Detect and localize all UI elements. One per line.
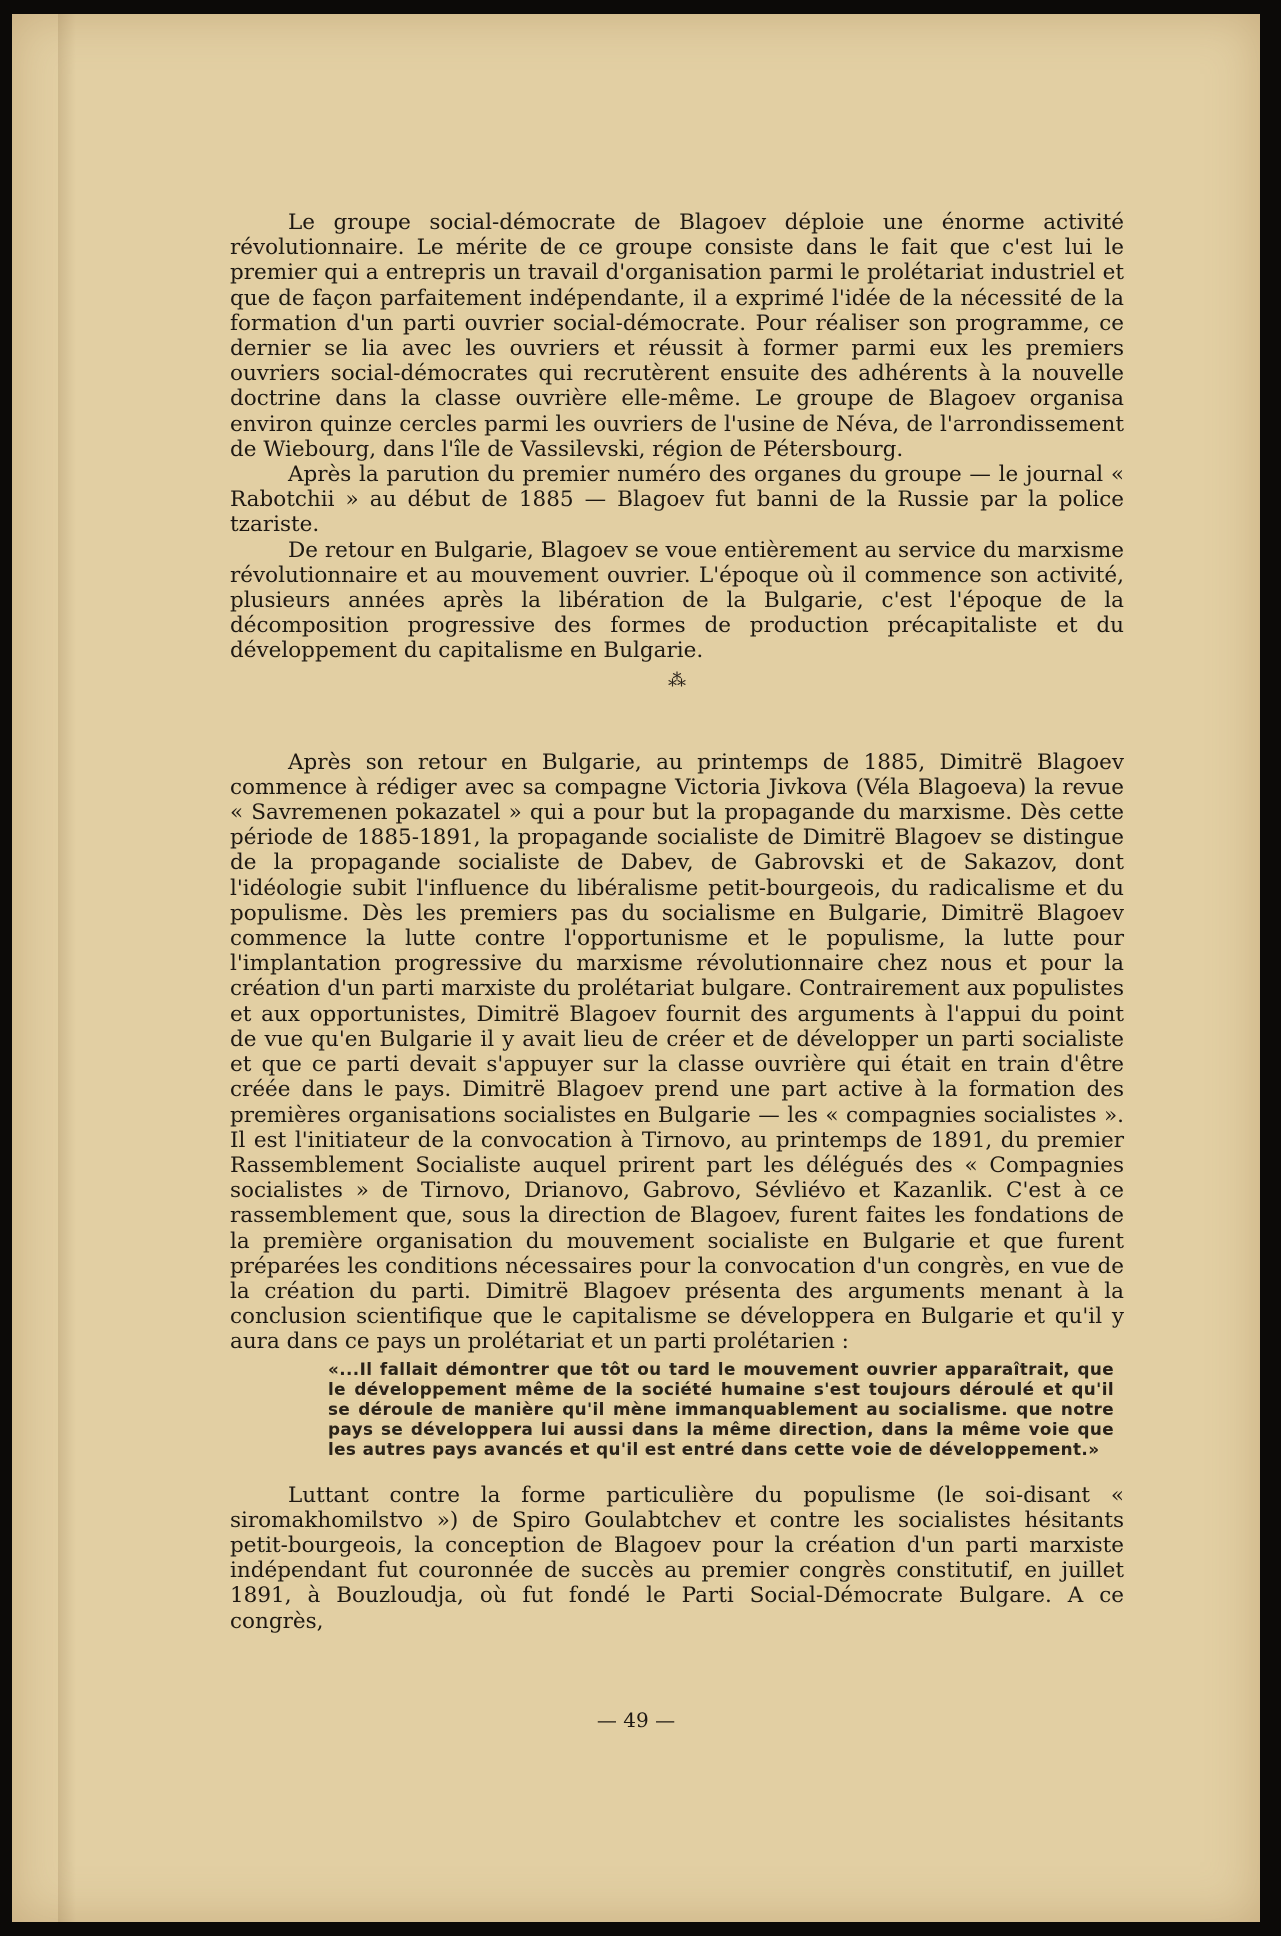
paragraph-blagoev-group: Le groupe social-démocrate de Blagoev déploie une énorme activité révolutionnaire. Le mérite de ce groupe consiste dans le fait que c'est lui le premier qui a entrepris un travail d'organisation parmi le prolétariat industriel et que de façon parfaitement indépendante, il a exprimé l'idée de la nécessité de la formation d'un parti ouvrier social-démocrate. Pour réaliser son programme, ce dernier se lia avec les ouvriers et réussit à former parmi eux les premiers ouvriers social-démocrates qui recrutèrent ensuite des adhérents à la nouvelle doctrine dans la classe ouvrière elle-même. Le groupe de Blagoev organisa environ quinze cercles parmi les ouvriers de l'usine de Néva, de l'arrondissement de Wiebourg, dans l'île de Vassilevski, région de Pétersbourg. bbox=[230, 210, 1124, 462]
page-gutter-shadow bbox=[58, 14, 76, 1922]
page-number: — 49 — bbox=[596, 1708, 676, 1732]
paragraph-propaganda: Après son retour en Bulgarie, au printemps de 1885, Dimitrë Blagoev commence à rédiger avec sa compagne Victoria Jivkova (Véla Blagoeva) la revue « Savremenen pokazatel » qui a pour but la propagande du marxisme. Dès cette période de 1885-1891, la propagande socialiste de Dimitrë Blagoev se distingue de la propagande socialiste de Dabev, de Gabrovski et de Sakazov, dont l'idéologie subit l'influence du libéralisme petit-bourgeois, du radicalisme et du populisme. Dès les premiers pas du socialisme en Bulgarie, Dimitrë Blagoev commence la lutte contre l'opportunisme et le populisme, la lutte pour l'implantation progressive du marxisme révolutionnaire chez nous et pour la création d'un parti marxiste du prolétariat bulgare. Contrairement aux populistes et aux opportunistes, Dimitrë Blagoev fournit des arguments à l'appui du point de vue qu'en Bulgarie il y avait lieu de créer et de développer un parti socialiste et que ce parti devait s'appuyer sur la classe ouvrière qui était en train d'être créée dans le pays. Dimitrë Blagoev prend une part active à la formation des premières organisations socialistes en Bulgarie — les « compagnies socialistes ». Il est l'initiateur de la convocation à Tirnovo, au printemps de 1891, du premier Rassemblement Socialiste auquel prirent part les délégués des « Compagnies socialistes » de Tirnovo, Drianovo, Gabrovo, Sévliévo et Kazanlik. C'est à ce rassemblement que, sous la direction de Blagoev, furent faites les fondations de la première organisation du mouvement socialiste en Bulgarie et que furent préparées les conditions nécessaires pour la convocation d'un congrès, en vue de la création du parti. Dimitrë Blagoev présenta des arguments menant à la conclusion scientifique que le capitalisme se développera en Bulgarie et qu'il y aura dans ce pays un prolétariat et un parti prolétarien : bbox=[230, 749, 1124, 1355]
paragraph-rabotchii: Après la parution du premier numéro des organes du groupe — le journal « Rabotchii » au début de 1885 — Blagoev fut banni de la Russie par la police tzariste. bbox=[230, 462, 1124, 538]
section-separator: ⁂ bbox=[668, 669, 686, 691]
book-page bbox=[12, 14, 1260, 1922]
paragraph-populism: Luttant contre la forme particulière du populisme (le soi-disant « siromakhomilstvo ») de Spiro Goulabtchev et contre les socialistes hésitants petit-bourgeois, la conception de Blagoev pour la création d'un parti marxiste indépendant fut couronnée de succès au premier congrès constitutif, en juillet 1891, à Bouzloudja, où fut fondé le Parti Social-Démocrate Bulgare. A ce congrès, bbox=[230, 1482, 1124, 1634]
body-text bbox=[230, 210, 1124, 1634]
block-quote: «...Il fallait démontrer que tôt ou tard le mouvement ouvrier apparaîtrait, que le développement même de la société humaine s'est toujours déroulé et qu'il se déroule de manière qu'il mène immanquablement au socialisme. que notre pays se développera lui aussi dans la même direction, dans la même voie que les autres pays avancés et qu'il est entré dans cette voie de développement.» bbox=[328, 1358, 1114, 1459]
paragraph-return-bulgaria: De retour en Bulgarie, Blagoev se voue entièrement au service du marxisme révolutionnaire et au mouvement ouvrier. L'époque où il commence son activité, plusieurs années après la libération de la Bulgarie, c'est l'époque de la décomposition progressive des formes de production précapitaliste et du développement du capitalisme en Bulgarie. bbox=[230, 537, 1124, 664]
